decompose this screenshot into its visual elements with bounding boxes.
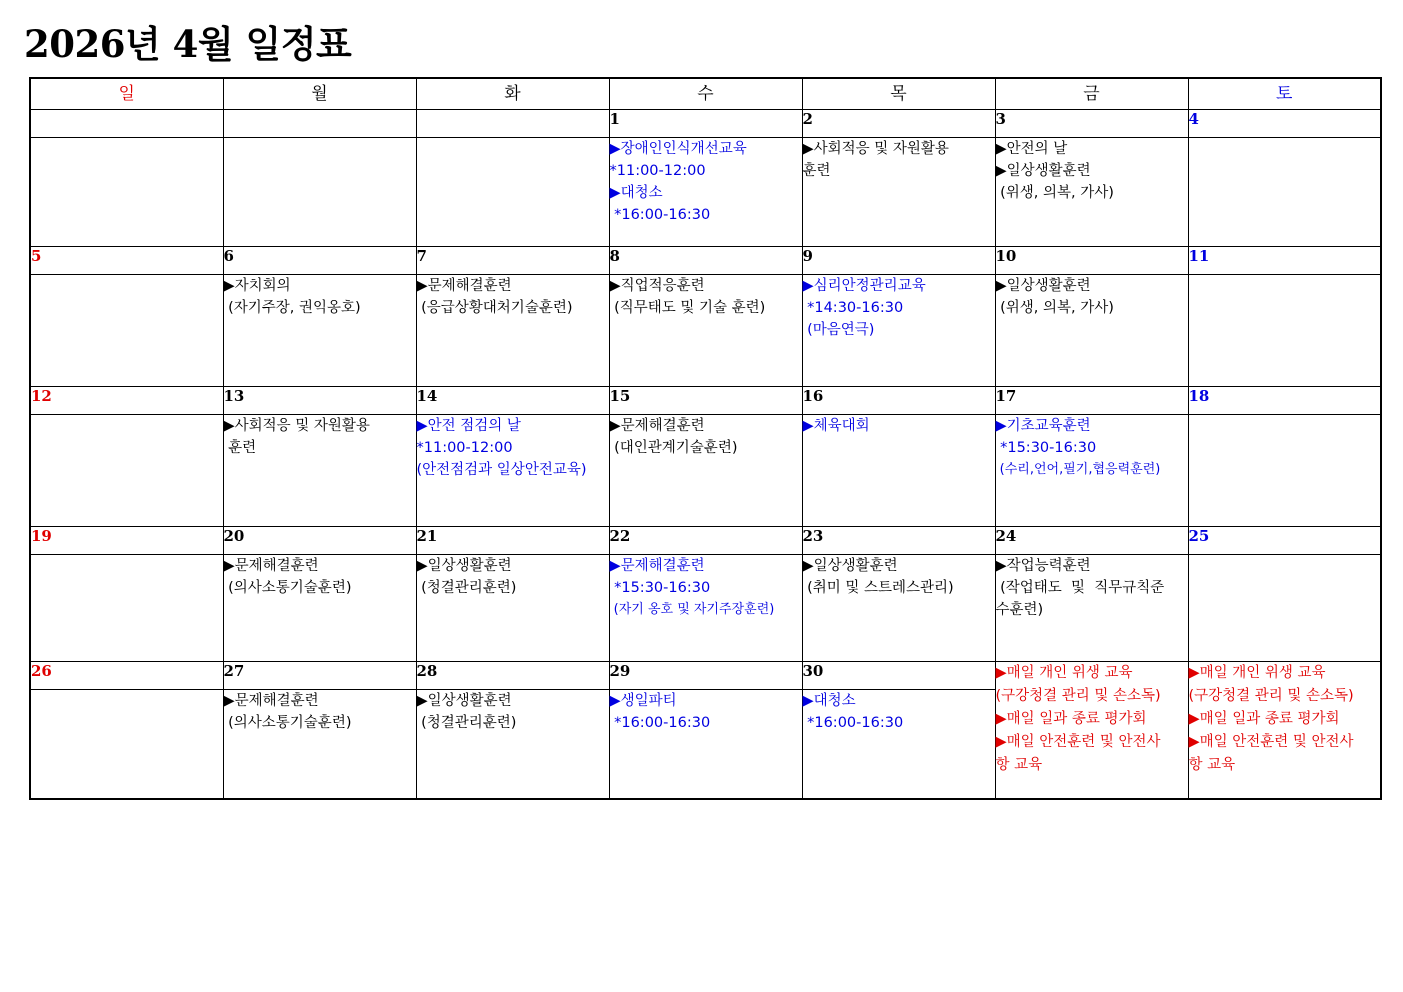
date-number-mon: 13 (223, 387, 416, 415)
day-events-thu (802, 275, 995, 387)
event-title: ▶일상생활훈련 (416, 558, 512, 574)
event-title: ▶장애인인식개선교육 (609, 141, 747, 157)
date-number-wed: 8 (609, 247, 802, 275)
day-events-mon (223, 415, 416, 527)
event-title: ▶사회적응 및 자원활용 (223, 418, 370, 434)
event-title: ▶일상생활훈련 (416, 693, 512, 709)
event-detail: 훈련 (223, 440, 257, 456)
day-events-wed (609, 275, 802, 387)
event-title: ▶문제해결훈련 (609, 418, 705, 434)
event-title: ▶안전 점검의 날 (416, 418, 521, 434)
daily-note-line: ▶매일 일과 종료 평가회 (1188, 711, 1340, 727)
event-detail: (의사소통기술훈련) (223, 580, 352, 596)
day-events-wed (609, 555, 802, 662)
daily-note-line: ▶매일 안전훈련 및 안전사 (1188, 734, 1354, 750)
weekday-header-row (30, 78, 1381, 110)
event-title: ▶대청소 (609, 185, 663, 201)
date-number-sat: 25 (1188, 527, 1381, 555)
day-events-mon (223, 555, 416, 662)
day-events-sat (1188, 415, 1381, 527)
date-number-tue: 21 (416, 527, 609, 555)
daily-note-line: 항 교육 (995, 757, 1043, 773)
date-number-fri: 10 (995, 247, 1188, 275)
day-events-fri (995, 138, 1188, 247)
date-number-sun: 5 (30, 247, 223, 275)
day-events-sun (30, 555, 223, 662)
event-detail: *16:00-16:30 (609, 207, 711, 223)
day-events-sun (30, 138, 223, 247)
event-detail: 수훈련) (995, 602, 1044, 618)
events-row (30, 415, 1381, 527)
weekday-sat: 토 (1188, 78, 1381, 110)
date-number-wed: 1 (609, 110, 802, 138)
date-number-tue: 14 (416, 387, 609, 415)
page-title: 2026년 4월 일정표 (24, 22, 352, 66)
day-events-thu (802, 690, 995, 800)
day-events-mon (223, 275, 416, 387)
date-number-wed: 29 (609, 662, 802, 690)
daily-note-line: ▶매일 안전훈련 및 안전사 (995, 734, 1161, 750)
event-detail: *16:00-16:30 (609, 715, 711, 731)
event-detail: (대인관계기술훈련) (609, 440, 738, 456)
date-number-tue: 7 (416, 247, 609, 275)
daily-notes-fri (995, 662, 1188, 800)
date-number-sun: 26 (30, 662, 223, 690)
event-detail: (수리,언어,필기,협응력훈련) (995, 462, 1161, 477)
event-detail: (위생, 의복, 가사) (995, 185, 1114, 201)
event-detail: (청결관리훈련) (416, 580, 517, 596)
day-events-tue (416, 690, 609, 800)
day-events-mon (223, 138, 416, 247)
event-title: ▶자치회의 (223, 278, 291, 294)
date-number-wed: 22 (609, 527, 802, 555)
date-number-sat: 4 (1188, 110, 1381, 138)
date-row (30, 662, 1381, 690)
date-number-sun: 12 (30, 387, 223, 415)
date-number-sun: 19 (30, 527, 223, 555)
daily-note-line: (구강청결 관리 및 손소독) (1188, 688, 1354, 704)
event-detail: (응급상황대처기술훈련) (416, 300, 573, 316)
date-number-tue: 28 (416, 662, 609, 690)
date-number-thu: 2 (802, 110, 995, 138)
event-title: ▶심리안정관리교육 (802, 278, 926, 294)
date-number-fri: 24 (995, 527, 1188, 555)
day-events-wed (609, 138, 802, 247)
day-events-sun (30, 690, 223, 800)
event-title: ▶문제해결훈련 (609, 558, 705, 574)
event-title: ▶일상생활훈련 (802, 558, 898, 574)
event-detail: *16:00-16:30 (802, 715, 904, 731)
day-events-sat (1188, 555, 1381, 662)
event-title: ▶대청소 (802, 693, 856, 709)
event-detail: *11:00-12:00 (609, 163, 706, 179)
day-events-wed (609, 415, 802, 527)
events-row (30, 555, 1381, 662)
weekday-mon: 월 (223, 78, 416, 110)
date-number-sun (30, 110, 223, 138)
event-title: ▶문제해결훈련 (416, 278, 512, 294)
event-detail: (의사소통기술훈련) (223, 715, 352, 731)
events-row (30, 138, 1381, 247)
event-title: ▶문제해결훈련 (223, 558, 319, 574)
event-title: ▶생일파티 (609, 693, 677, 709)
day-events-tue (416, 275, 609, 387)
day-events-sun (30, 275, 223, 387)
day-events-fri (995, 555, 1188, 662)
date-number-sat: 11 (1188, 247, 1381, 275)
date-number-mon: 6 (223, 247, 416, 275)
weekday-sun: 일 (30, 78, 223, 110)
event-title: ▶직업적응훈련 (609, 278, 705, 294)
event-title: ▶문제해결훈련 (223, 693, 319, 709)
day-events-sat (1188, 275, 1381, 387)
event-title: ▶일상생활훈련 (995, 163, 1091, 179)
date-number-thu: 9 (802, 247, 995, 275)
event-detail: (자기주장, 권익옹호) (223, 300, 361, 316)
event-detail: (자기 옹호 및 자기주장훈련) (609, 602, 775, 617)
date-number-mon: 27 (223, 662, 416, 690)
event-detail: *15:30-16:30 (995, 440, 1097, 456)
day-events-tue (416, 415, 609, 527)
daily-note-line: 항 교육 (1188, 757, 1236, 773)
date-number-fri: 3 (995, 110, 1188, 138)
event-detail: (마음연극) (802, 322, 875, 338)
daily-note-line: ▶매일 개인 위생 교육 (1188, 665, 1326, 681)
event-detail: (작업태도 및 직무규칙준 (995, 580, 1165, 596)
day-events-tue (416, 555, 609, 662)
event-detail: (취미 및 스트레스관리) (802, 580, 954, 596)
date-number-fri: 17 (995, 387, 1188, 415)
date-number-tue (416, 110, 609, 138)
daily-note-line: ▶매일 개인 위생 교육 (995, 665, 1133, 681)
event-detail: (위생, 의복, 가사) (995, 300, 1114, 316)
events-row (30, 275, 1381, 387)
day-events-mon (223, 690, 416, 800)
weekday-tue: 화 (416, 78, 609, 110)
daily-note-line: (구강청결 관리 및 손소독) (995, 688, 1161, 704)
day-events-wed (609, 690, 802, 800)
weekday-fri: 금 (995, 78, 1188, 110)
date-number-thu: 23 (802, 527, 995, 555)
day-events-fri (995, 415, 1188, 527)
event-title: ▶사회적응 및 자원활용 (802, 141, 949, 157)
event-detail: (직무태도 및 기술 훈련) (609, 300, 766, 316)
date-row (30, 110, 1381, 138)
day-events-fri (995, 275, 1188, 387)
date-number-thu: 30 (802, 662, 995, 690)
event-title: ▶일상생활훈련 (995, 278, 1091, 294)
date-number-sat: 18 (1188, 387, 1381, 415)
day-events-thu (802, 415, 995, 527)
day-events-sun (30, 415, 223, 527)
event-detail: 훈련 (802, 163, 831, 179)
event-detail: *11:00-12:00 (416, 440, 513, 456)
day-events-thu (802, 138, 995, 247)
date-row (30, 247, 1381, 275)
date-row (30, 387, 1381, 415)
date-number-mon (223, 110, 416, 138)
date-row (30, 527, 1381, 555)
event-detail: (안전점검과 일상안전교육) (416, 462, 587, 478)
event-title: ▶체육대회 (802, 418, 870, 434)
event-title: ▶안전의 날 (995, 141, 1068, 157)
date-number-wed: 15 (609, 387, 802, 415)
date-number-thu: 16 (802, 387, 995, 415)
day-events-thu (802, 555, 995, 662)
event-detail: *14:30-16:30 (802, 300, 904, 316)
event-title: ▶작업능력훈련 (995, 558, 1091, 574)
day-events-sat (1188, 138, 1381, 247)
daily-notes-sat (1188, 662, 1381, 800)
schedule-calendar (29, 77, 1382, 800)
event-title: ▶기초교육훈련 (995, 418, 1091, 434)
daily-note-line: ▶매일 일과 종료 평가회 (995, 711, 1147, 727)
event-detail: *15:30-16:30 (609, 580, 711, 596)
weekday-thu: 목 (802, 78, 995, 110)
date-number-mon: 20 (223, 527, 416, 555)
weekday-wed: 수 (609, 78, 802, 110)
day-events-tue (416, 138, 609, 247)
event-detail: (청결관리훈련) (416, 715, 517, 731)
